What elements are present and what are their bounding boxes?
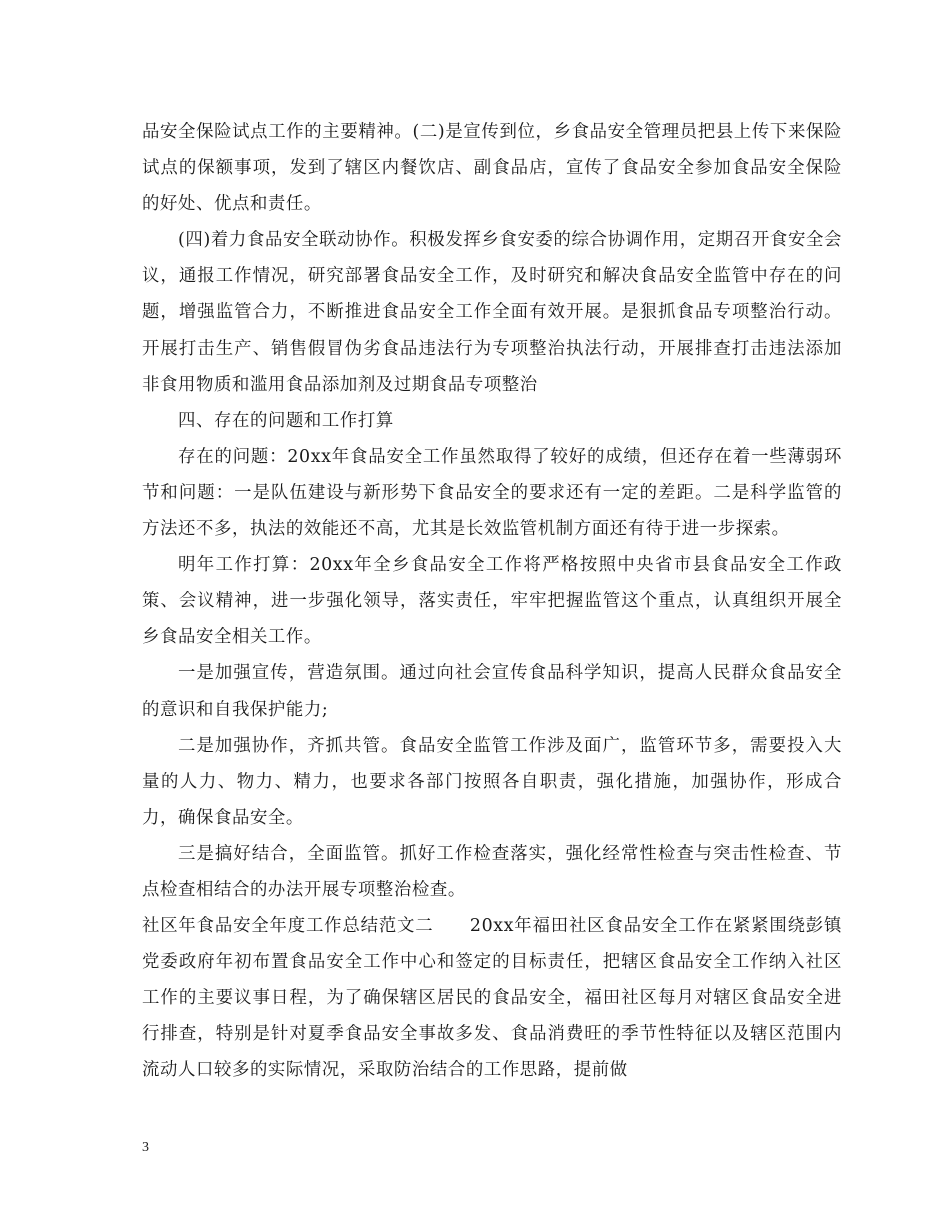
paragraph-plan-item-2: 二是加强协作，齐抓共管。食品安全监管工作涉及面广，监管环节多，需要投入大量的人力、物力、精力，也要求各部门按照各自职责，强化措施，加强协作，形成合力，确保食品安全。 [142,735,842,828]
document-body [142,114,842,1089]
paragraph-2: (四)着力食品安全联动协作。积极发挥乡食安委的综合协调作用，定期召开食安全会议，通报工作情况，研究部署食品安全工作，及时研究和解决食品安全监管中存在的问题，增强监管合力，不断推进食品安全工作全面有效开展。是狠抓食品专项整治行动。开展打击生产、销售假冒伪劣食品违法行为专项整治执法行动，开展排查打击违法添加非食用物质和滥用食品添加剂及过期食品专项整治 [142,230,842,395]
section-heading-problems-plans: 四、存在的问题和工作打算 [178,410,394,431]
paragraph-next-year-plan: 明年工作打算：20xx年全乡食品安全工作将严格按照中央省市县食品安全工作政策、会议精神，进一步强化领导，落实责任，牢牢把握监管这个重点，认真组织开展全乡食品安全相关工作。 [142,555,842,648]
paragraph-1: 品安全保险试点工作的主要精神。(二)是宣传到位，乡食品安全管理员把县上传下来保险试点的保额事项，发到了辖区内餐饮店、副食品店，宣传了食品安全参加食品安全保险的好处、优点和责任。 [142,122,842,215]
paragraph-sample-two: 社区年食品安全年度工作总结范文二 20xx年福田社区食品安全工作在紧紧围绕彭镇党委政府年初布置食品安全工作中心和签定的目标责任，把辖区食品安全工作纳入社区工作的主要议事日程，为了确保辖区居民的食品安全，福田社区每月对辖区食品安全进行排查，特别是针对夏季食品安全事故多发、食品消费旺的季节性特征以及辖区范围内流动人口较多的实际情况，采取防治结合的工作思路，提前做 [142,916,842,1081]
page-number: 3 [142,1140,149,1155]
paragraph-problems: 存在的问题：20xx年食品安全工作虽然取得了较好的成绩，但还存在着一些薄弱环节和问题：一是队伍建设与新形势下食品安全的要求还有一定的差距。二是科学监管的方法还不多，执法的效能还不高，尤其是长效监管机制方面还有待于进一步探索。 [142,446,842,540]
paragraph-plan-item-3: 三是搞好结合，全面监管。抓好工作检查落实，强化经常性检查与突击性检查、节点检查相结合的办法开展专项整治检查。 [142,843,842,900]
paragraph-plan-item-1: 一是加强宣传，营造氛围。通过向社会宣传食品科学知识，提高人民群众食品安全的意识和自我保护能力; [142,663,842,720]
